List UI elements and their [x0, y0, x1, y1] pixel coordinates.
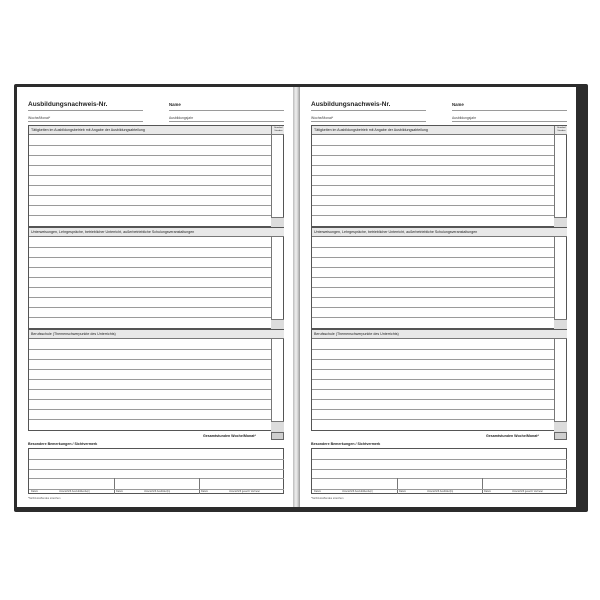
writing-line: [29, 297, 271, 298]
name-label: Name: [452, 102, 464, 107]
writing-line: [312, 175, 554, 176]
writing-line: [312, 379, 554, 380]
week-label: Woche/Monat*: [311, 116, 334, 120]
writing-line: [29, 277, 271, 278]
writing-line: [29, 389, 271, 390]
left-page: [17, 87, 293, 507]
section-vocational-school: [28, 329, 284, 431]
writing-line: [312, 205, 554, 206]
signature-trainee: Unterschrift Auszubildende(r): [342, 490, 373, 493]
section-activities: [311, 125, 567, 227]
writing-line: [29, 195, 271, 196]
week-label: Woche/Monat*: [28, 116, 51, 120]
remarks-label: Besondere Bemerkungen / Sichtvermerk: [28, 442, 98, 446]
writing-line: [29, 469, 284, 470]
writing-line: [312, 277, 554, 278]
writing-line: [312, 257, 554, 258]
number-line: [311, 110, 426, 111]
writing-line: [29, 409, 271, 410]
writing-line: [312, 195, 554, 196]
footnote: *Nichtzutreffendes streichen: [28, 497, 61, 500]
writing-line: [29, 379, 271, 380]
writing-line: [312, 409, 554, 410]
hours-column: [271, 135, 272, 227]
section-vocational-school: [311, 329, 567, 431]
writing-line: [29, 155, 271, 156]
name-line: [452, 110, 567, 111]
signature-divider: [397, 478, 398, 494]
page-title: Ausbildungsnachweis-Nr.: [28, 101, 108, 108]
hours-subtotal-box: [271, 421, 284, 432]
year-line: [169, 121, 284, 122]
signature-row-top: [29, 478, 284, 479]
writing-line: [312, 267, 554, 268]
remarks-box: [311, 448, 567, 494]
writing-line: [29, 359, 271, 360]
hours-column: [554, 339, 555, 431]
week-line: [311, 121, 426, 122]
remarks-label: Besondere Bemerkungen / Sichtvermerk: [311, 442, 381, 446]
writing-line: [312, 307, 554, 308]
year-label: Ausbildungsjahr: [452, 116, 477, 120]
writing-line: [29, 307, 271, 308]
section-activities: [28, 125, 284, 227]
total-hours-label: Gesamtstunden Woche/Monat*: [203, 434, 256, 438]
signature-guardian: Unterschrift gesetzl. Vertreter: [512, 490, 543, 493]
writing-line: [312, 155, 554, 156]
footnote: *Nichtzutreffendes streichen: [311, 497, 344, 500]
writing-line: [312, 247, 554, 248]
writing-line: [29, 287, 271, 288]
section-instruction: [28, 227, 284, 329]
writing-line: [29, 175, 271, 176]
total-hours-box: [554, 432, 567, 440]
section-vocational-school-header: Berufsschule (Themenschwerpunkte des Unterrichts): [312, 330, 567, 339]
signature-date: Datum: [399, 490, 407, 493]
writing-line: [29, 349, 271, 350]
writing-line: [29, 185, 271, 186]
signature-trainee: Unterschrift Auszubildende(r): [59, 490, 90, 493]
writing-line: [312, 287, 554, 288]
writing-line: [312, 165, 554, 166]
signature-row-top: [312, 478, 567, 479]
section-activities-header: Tätigkeiten im Ausbildungsbetrieb mit Angabe der Ausbildungsabteilung: [312, 126, 554, 135]
signature-date: Datum: [31, 490, 39, 493]
signature-divider: [114, 478, 115, 494]
signature-date: Datum: [314, 490, 322, 493]
name-line: [169, 110, 284, 111]
year-line: [452, 121, 567, 122]
writing-line: [29, 369, 271, 370]
writing-line: [312, 185, 554, 186]
total-hours-label: Gesamtstunden Woche/Monat*: [486, 434, 539, 438]
signature-trainer: Unterschrift Ausbilder(in): [427, 490, 454, 493]
writing-line: [312, 297, 554, 298]
hours-column: [271, 237, 272, 329]
name-label: Name: [169, 102, 181, 107]
number-line: [28, 110, 143, 111]
writing-line: [29, 205, 271, 206]
writing-line: [312, 317, 554, 318]
writing-line: [312, 419, 554, 420]
writing-line: [29, 247, 271, 248]
page-title: Ausbildungsnachweis-Nr.: [311, 101, 391, 108]
hours-header: Stunden/ Stunden: [554, 126, 567, 135]
signature-trainer: Unterschrift Ausbilder(in): [144, 490, 171, 493]
signature-date: Datum: [116, 490, 124, 493]
writing-line: [312, 469, 567, 470]
writing-line: [29, 459, 284, 460]
writing-line: [312, 349, 554, 350]
writing-line: [29, 267, 271, 268]
remarks-box: [28, 448, 284, 494]
writing-line: [312, 459, 567, 460]
signature-divider: [199, 478, 200, 494]
hours-column: [554, 135, 555, 227]
hours-column: [271, 339, 272, 431]
right-page: [300, 87, 576, 507]
hours-subtotal-box: [554, 421, 567, 432]
writing-line: [312, 369, 554, 370]
writing-line: [29, 215, 271, 216]
section-instruction-header: Unterweisungen, Lehrgespräche, betrieblicher Unterricht, außerbetriebliche Schulungsveranstaltungen: [312, 228, 567, 237]
writing-line: [29, 419, 271, 420]
section-instruction: [311, 227, 567, 329]
writing-line: [312, 399, 554, 400]
writing-line: [29, 165, 271, 166]
week-line: [28, 121, 143, 122]
year-label: Ausbildungsjahr: [169, 116, 194, 120]
section-vocational-school-header: Berufsschule (Themenschwerpunkte des Unterrichts): [29, 330, 284, 339]
signature-divider: [482, 478, 483, 494]
signature-date: Datum: [201, 490, 209, 493]
writing-line: [29, 317, 271, 318]
writing-line: [29, 399, 271, 400]
notebook-spine: [293, 87, 300, 507]
signature-date: Datum: [484, 490, 492, 493]
writing-line: [312, 215, 554, 216]
hours-column: [554, 237, 555, 329]
writing-line: [29, 257, 271, 258]
writing-line: [312, 389, 554, 390]
writing-line: [312, 145, 554, 146]
writing-line: [312, 359, 554, 360]
signature-guardian: Unterschrift gesetzl. Vertreter: [229, 490, 260, 493]
hours-header: Stunden/ Stunden: [271, 126, 284, 135]
writing-line: [29, 145, 271, 146]
section-activities-header: Tätigkeiten im Ausbildungsbetrieb mit Angabe der Ausbildungsabteilung: [29, 126, 271, 135]
section-instruction-header: Unterweisungen, Lehrgespräche, betrieblicher Unterricht, außerbetriebliche Schulungsveranstaltungen: [29, 228, 284, 237]
total-hours-box: [271, 432, 284, 440]
